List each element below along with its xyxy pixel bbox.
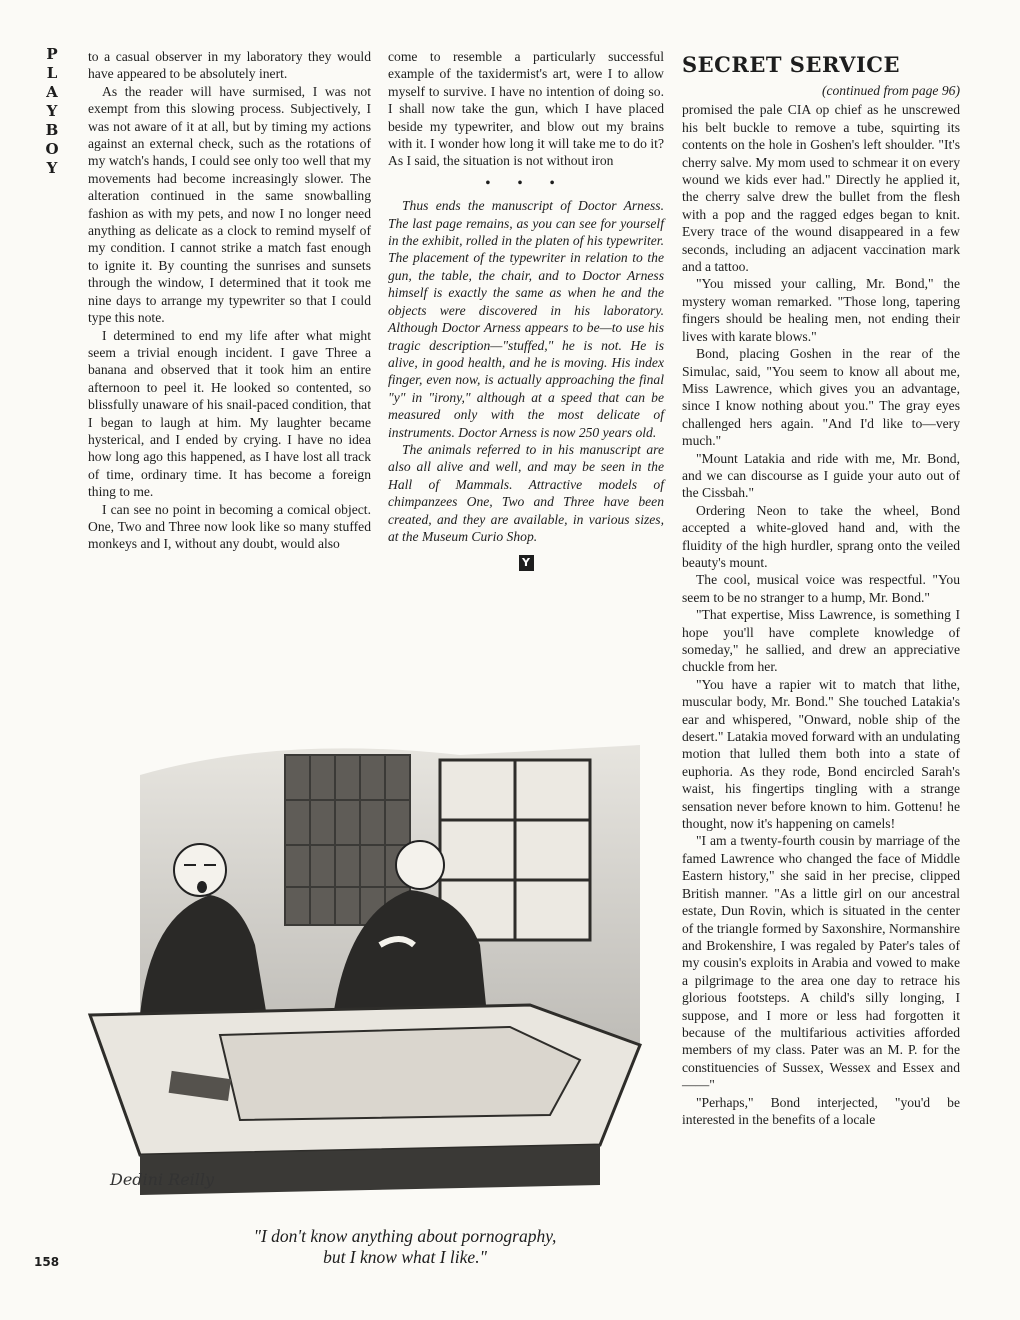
story-column-right [682,52,960,1128]
story-column-left [88,48,371,553]
paragraph: "Perhaps," Bond interjected, "you'd be interested in the benefits of a locale [682,1094,960,1127]
magazine-letter: Y [46,102,58,120]
magazine-letter: P [46,45,58,63]
epilogue-paragraph: The animals referred to in his manuscript are also all alive and well, and may be seen in the Hall of Mammals. Attractive models of chimpanzees One, Two and Three have been created, and they are available, in various sizes, at the Museum Curio Shop. [388,441,664,544]
epilogue [388,197,664,545]
paragraph: promised the pale CIA op chief as he unscrewed his belt buckle to remove a tube, squirting its contents on the hole in Goshen's left shoulder. "It's cherry salve. My mom used to schmear it on every wound we kids ever had." Directly he applied it, the cherry salve drew the bullet from the flesh with a pop and the ragged edges began to knit. Every trace of the wound disappeared in a few seconds, including an adjacent vaccination mark and a tattoo. [682,102,960,275]
paragraph: come to resemble a particularly successful example of the taxidermist's art, were I to allow myself to survive. I have no intention of doing so. I shall now take the gun, which I have placed beside my typewriter, and blow out my brains with it. I wonder how long it will take me to do it? As I said, the situation is not without iron [388,49,664,169]
table [90,1005,640,1195]
window [440,760,590,940]
paragraph: Bond, placing Goshen in the rear of the Simulac, said, "You seem to know all about me, Miss Lawrence, which gives you an advantage, since I know nothing about you." The gray eyes challenged hers again. "And I'd like to—very much." [682,346,960,449]
paragraph: "You have a rapier wit to match that lithe, muscular body, Mr. Bond." She touched Latakia's ear and whispered, "Onward, noble ship of the desert." Latakia moved forward with an undulating motion that lulled them both into a state of euphoria. As they rode, Bond encircled Sarah's waist, his fingertips tingling with a strange sensation never before known to him. Gottenu! he thought, now it's happening on camels! [682,676,960,832]
cartoon-caption [170,1226,640,1268]
magazine-letter: B [45,121,59,139]
continued-note: (continued from page 96) [821,83,960,98]
magazine-letter: Y [46,159,58,177]
paragraph: I determined to end my life after what might seem a trivial enough incident. I gave Three a banana and observed that it took him an entire afternoon to peel it. He looked so contented, so blissfully unaware of his snail-paced condition, that I began to laugh at him. My laughter became hysterical, and I ended by crying. I have no idea how long ago this happened, as I have lost all track of time, ordinary time. It has become a foreign thing to me. [88,327,371,500]
rabbit-end-icon: Y [519,555,534,571]
story-column-middle [388,48,664,571]
paragraph: "That expertise, Miss Lawrence, is something I hope you'll have complete knowledge of someday," he sallied, and drew an appreciative chuckle from her. [682,607,960,675]
artist-signature: Dedini Reilly [110,1170,215,1189]
epilogue-paragraph: Thus ends the manuscript of Doctor Arness. The last page remains, as you can see for yourself in the exhibit, rolled in the platen of his typewriter. The placement of the typewriter in relation to the gun, the table, the chair, and to Doctor Arness himself is exactly the same as when he and the objects were discovered in his laboratory. Although Doctor Arness appears to be—to use his tragic description—"stuffed," he is not. He is alive, in good health, and he is moving. His index finger, even now, is actually approaching the final "y" in "irony," although at a speed that can be measured only with the most delicate of instruments. Doctor Arness is now 250 years old. [388,198,664,440]
magazine-letter: L [46,64,58,82]
paragraph: "I am a twenty-fourth cousin by marriage of the famed Lawrence who changed the face of Middle Eastern history," she said in her precise, clipped British manner. "As a little girl on our ancestral estate, Dun Rovin, which is situated in the center of the triangle formed by Saxonshire, Normanshire and Brokenshire, I was regaled by Pater's tales of my cousin's exploits in Arabia and vowed to make a pilgrimage to the area one day to retrace his glorious footsteps. A child's silly longing, I suppose, and I more or less had forgotten it because of the multifarious activities afforded members of my class. Pater was an M. P. for the constituencies of Sussex, Wessex and Essex and——" [682,833,960,1093]
paragraph: to a casual observer in my laboratory they would have appeared to be absolutely inert. [88,49,371,82]
caption-line: but I know what I like." [323,1247,487,1267]
section-break: • • • [485,174,567,190]
paragraph: Ordering Neon to take the wheel, Bond accepted a white-gloved hand and, with the fluidity of the high hurdler, sprang onto the veiled beauty's mount. [682,502,960,570]
magazine-name-vertical [35,45,69,178]
article-heading: SECRET SERVICE [682,52,900,77]
paragraph: I can see no point in becoming a comical object. One, Two and Three now look like so many stuffed monkeys and I, without any doubt, would also [88,501,371,552]
end-mark [388,553,664,571]
magazine-letter: O [45,140,59,158]
paragraph: The cool, musical voice was respectful. "You seem to be no stranger to a hump, Mr. Bond." [682,572,960,605]
magazine-letter: A [46,83,58,101]
page-number: 158 [34,1255,60,1269]
cartoon-illustration [80,715,660,1225]
paragraph: "Mount Latakia and ride with me, Mr. Bond, and we can discourse as I guide your auto out of the Cissbah." [682,450,960,501]
paragraph: "You missed your calling, Mr. Bond," the mystery woman remarked. "Those long, tapering fingers should be healing men, not ending their lives with karate blows." [682,276,960,344]
paragraph: As the reader will have surmised, I was not exempt from this slowing process. Subjectively, I was not aware of it at all, but by timing my actions against an external check, such as the rotations of my watch's hands, I could see only too well that my movements had become increasingly slower. The alteration continued in the same snowballing fashion as with my pets, and now I no longer need anything as delicate as a clock to remind myself of my condition. I cannot strike a match fast enough to ignite it. By counting the sunrises and sunsets through the window, I determined that it took me nine days to arrange my typewriter so that I could type this note. [88,83,371,326]
caption-line: "I don't know anything about pornography, [253,1226,557,1246]
